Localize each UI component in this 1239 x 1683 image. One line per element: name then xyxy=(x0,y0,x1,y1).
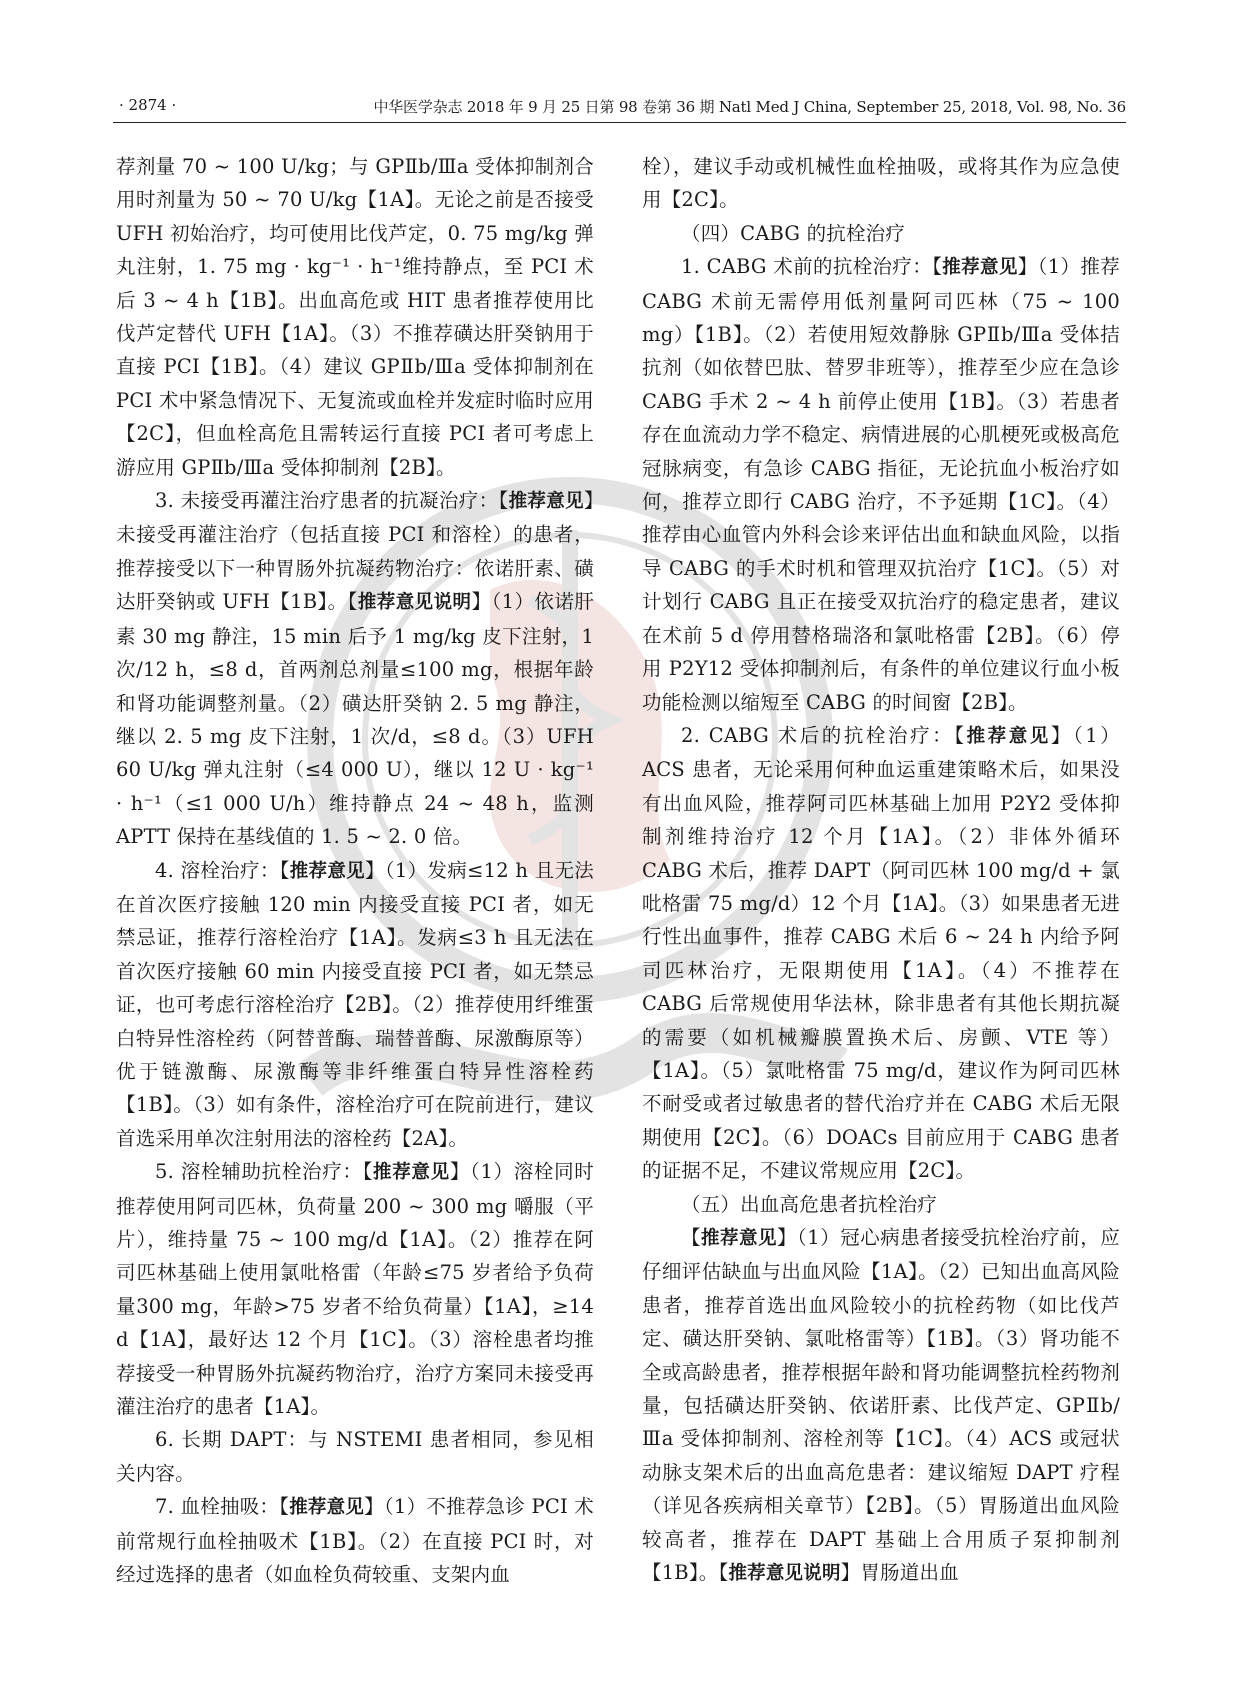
body-text: 7. 血栓抽吸：【 xyxy=(155,1495,290,1519)
body-text: 6. 长期 DAPT：与 NSTEMI 患者相同，参见相关内容。 xyxy=(116,1428,594,1485)
body-text: 】（1）发病≤12 h 且无法在首次医疗接触 120 min 内接受直接 PCI 者，如无禁忌证，推荐行溶栓治疗【1A】。发病≤3 h 且无法在首次医疗接触 60 min 内接受直接 PCI 者，如无禁忌证，也可考虑行溶栓治疗【2B】。（2）推荐使用纤维蛋白特异性溶栓药（阿替普酶、瑞替普酶、尿激酶原等）优于链激酶、尿激酶等非纤维蛋白特异性溶栓药【1B】。（3）如有条件，溶栓治疗可在院前进行，建议首选采用单次注射用法的溶栓药【2A】。 xyxy=(116,858,595,1150)
paragraph xyxy=(642,1221,1120,1590)
right-column xyxy=(642,150,1120,1590)
paragraph xyxy=(116,854,594,1156)
recommendation-label: 推荐意见 xyxy=(289,860,366,882)
body-text: 】（1）推荐 CABG 术前无需停用低剂量阿司匹林（75 ~ 100 mg）【1B】。（2）若使用短效静脉 GPⅡb/Ⅲa 受体拮抗剂（如依替巴肽、替罗非班等），推荐至少应在急诊 CABG 手术 2 ~ 4 h 前停止使用【1B】。（3）若患者存在血流动力学不稳定、病情进展的心肌梗死或极高危冠脉病变，有急诊 CABG 指征，无论抗血小板治疗如何，推荐立即行 CABG 治疗，不予延期【1C】。（4）推荐由心血管内外科会诊来评估出血和缺血风险，以指导 CABG 的手术时机和管理双抗治疗【1C】。（5）对计划行 CABG 且正在接受双抗治疗的稳定患者，建议在术前 5 d 停用替格瑞洛和氯吡格雷【2B】。（6）停用 P2Y12 受体抑制剂后，有条件的单位建议行血小板功能检测以缩短至 CABG 的时间窗【2B】。 xyxy=(642,255,1120,714)
recommendation-label: 推荐意见 xyxy=(942,257,1018,279)
body-text: 】（1）溶栓同时推荐使用阿司匹林，负荷量 200 ~ 300 mg 嚼服（平片），维持量 75 ~ 100 mg/d【1A】。（2）推荐在阿司匹林基础上使用氯吡格雷（年龄≤75 岁者给予负荷量300 mg，年龄>75 岁者不给负荷量）【1A】，≥14 d【1A】，最好达 12 个月【1C】。（3）溶栓患者均推荐接受一种胃肠外抗凝药物治疗，治疗方案同未接受再灌注治疗的患者【1A】。 xyxy=(116,1160,594,1419)
recommendation-label: 推荐意见 xyxy=(373,1162,450,1184)
recommendation-label: 推荐意见说明 xyxy=(728,1563,841,1585)
body-text: 】（1）不推荐急诊 PCI 术前常规行血栓抽吸术【1B】。（2）在直接 PCI 时，对经过选择的患者（如血栓负荷较重、支架内血 xyxy=(116,1495,594,1587)
body-text: 1. CABG 术前的抗栓治疗：【 xyxy=(681,255,943,279)
paragraph xyxy=(642,250,1120,719)
left-column xyxy=(116,150,594,1591)
paragraph xyxy=(642,150,1120,217)
running-header xyxy=(113,96,1126,123)
body-text: （四）CABG 的抗栓治疗 xyxy=(681,221,906,245)
paragraph xyxy=(642,719,1120,1188)
body-text: （五）出血高危患者抗栓治疗 xyxy=(681,1192,938,1216)
recommendation-label: 推荐意见 xyxy=(289,1497,365,1519)
body-text: 】（1）依诺肝素 30 mg 静注，15 min 后予 1 mg/kg 皮下注射，1 次/12 h，≤8 d，首两剂总剂量≤100 mg，根据年龄和肾功能调整剂量。（2）磺达肝癸钠 2. 5 mg 静注，继以 2. 5 mg 皮下注射，1 次/d，≤8 d。（3）UFH 60 U/kg 弹丸注射（≤4 000 U），继以 12 U · kg⁻¹ · h⁻¹（≤1 000 U/h）维持静点 24 ~ 48 h，监测 APTT 保持在基线值的 1. 5 ~ 2. 0 倍。 xyxy=(116,590,595,849)
recommendation-label: 推荐意见 xyxy=(701,1228,778,1249)
recommendation-label: 推荐意见说明 xyxy=(357,592,472,614)
body-text: 】（1）冠心病患者接受抗栓治疗前，应仔细评估缺血与出血风险【1A】。（2）已知出血高风险患者，推荐首选出血风险较小的抗栓药物（如比伐芦定、磺达肝癸钠、氯吡格雷等）【1B】。（3）肾功能不全或高龄患者，推荐根据年龄和肾功能调整抗栓药物剂量，包括磺达肝癸钠、依诺肝素、比伐芦定、GPⅡb/Ⅲa 受体抑制剂、溶栓剂等【1C】。（4）ACS 或冠状动脉支架术后的出血高危患者：建议缩短 DAPT 疗程（详见各疾病相关章节）【2B】。（5）胃肠道出血风险较高者，推荐在 DAPT 基础上合用质子泵抑制剂【1B】。【 xyxy=(642,1226,1120,1585)
paragraph xyxy=(116,150,594,484)
body-text: 2. CABG 术后的抗栓治疗：【 xyxy=(681,723,967,747)
paragraph xyxy=(116,1155,594,1423)
paragraph xyxy=(642,217,1120,250)
body-text: 】（1）ACS 患者，无论采用何种血运重建策略术后，如果没有出血风险，推荐阿司匹林基础上加用 P2Y2 受体抑制剂维持治疗 12 个月【1A】。（2）非体外循环 CABG 术后，推荐 DAPT（阿司匹林 100 mg/d + 氯吡格雷 75 mg/d）12 个月【1A】。（3）如果患者无进行性出血事件，推荐 CABG 术后 6 ~ 24 h 内给予阿司匹林治疗，无限期使用【1A】。（4）不推荐在 CABG 后常规使用华法林，除非患者有其他长期抗凝的需要（如机械瓣膜置换术后、房颤、VTE 等）【1A】。（5）氯吡格雷 75 mg/d，建议作为阿司匹林不耐受或者过敏患者的替代治疗并在 CABG 术后无限期使用【2C】。（6）DOACs 目前应用于 CABG 患者的证据不足，不建议常规应用【2C】。 xyxy=(642,723,1120,1183)
journal-citation: 中华医学杂志 2018 年 9 月 25 日第 98 卷第 36 期 Natl Med J China, September 25, 2018, Vol. 98, No. 36 xyxy=(373,98,1126,116)
paragraph xyxy=(642,1188,1120,1221)
paragraph xyxy=(116,484,594,853)
recommendation-label: 推荐意见 xyxy=(966,725,1051,747)
page-number: · 2874 · xyxy=(119,96,177,114)
body-text: 5. 溶栓辅助抗栓治疗：【 xyxy=(155,1160,374,1184)
recommendation-label: 推荐意见 xyxy=(508,491,585,513)
body-text: 】胃肠道出血 xyxy=(840,1561,959,1585)
body-text: 荐剂量 70 ~ 100 U/kg；与 GPⅡb/Ⅲa 受体抑制剂合用时剂量为 50 ~ 70 U/kg【1A】。无论之前是否接受 UFH 初始治疗，均可使用比伐芦定，0. 75 mg/kg 弹丸注射，1. 75 mg · kg⁻¹ · h⁻¹维持静点，至 PCI 术后 3 ~ 4 h【1B】。出血高危或 HIT 患者推荐使用比伐芦定替代 UFH【1A】。（3）不推荐磺达肝癸钠用于直接 PCI【1B】。（4）建议 GPⅡb/Ⅲa 受体抑制剂在 PCI 术中紧急情况下、无复流或血栓并发症时临时应用【2C】，但血栓高危且需转运行直接 PCI 者可考虑上游应用 GPⅡb/Ⅲa 受体抑制剂【2B】。 xyxy=(116,155,594,479)
body-text: 4. 溶栓治疗：【 xyxy=(155,858,290,882)
paragraph xyxy=(116,1490,594,1591)
body-text: 栓），建议手动或机械性血栓抽吸，或将其作为应急使用【2C】。 xyxy=(642,155,1120,212)
body-text: 3. 未接受再灌注治疗患者的抗凝治疗：【 xyxy=(155,489,509,513)
paragraph xyxy=(116,1423,594,1490)
body-text: 【 xyxy=(681,1226,702,1249)
body-text: 】未接受再灌注治疗（包括直接 PCI 和溶栓）的患者，推荐接受以下一种胃肠外抗凝药物治疗：依诺肝素、磺达肝癸钠或 UFH【1B】。【 xyxy=(116,489,594,614)
